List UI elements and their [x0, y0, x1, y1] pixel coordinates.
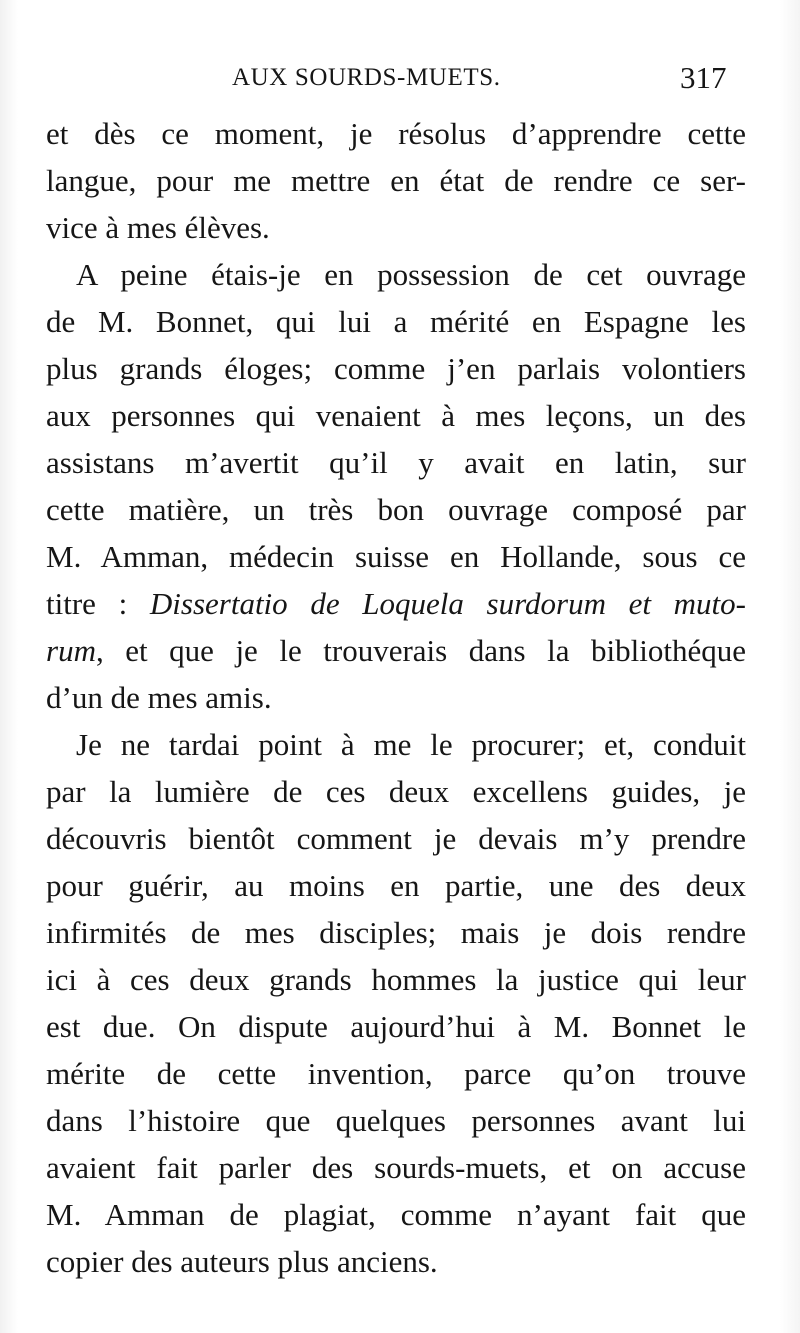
text-line: langue, pour me mettre en état de rendre ce ser-: [46, 163, 746, 198]
text-line: [46, 580, 746, 627]
text-fragment: , et que je le trouverais dans la bibliothéque: [95, 633, 746, 668]
running-title: AUX SOURDS-MUETS.: [232, 64, 501, 91]
text-line: Je ne tardai point à me le procurer; et, conduit: [76, 727, 746, 762]
latin-title: Dissertatio de Loquela surdorum et muto-: [149, 586, 746, 621]
page-number: 317: [680, 60, 727, 95]
running-head: [0, 58, 800, 98]
text-line: plus grands éloges; comme j’en parlais volontiers: [46, 351, 746, 386]
text-line: aux personnes qui venaient à mes leçons, un des: [46, 398, 746, 433]
text-line: vice à mes élèves.: [46, 210, 270, 245]
text-line: ici à ces deux grands hommes la justice qui leur: [46, 962, 746, 997]
text-line: et dès ce moment, je résolus d’apprendre cette: [46, 116, 746, 151]
text-line: découvris bientôt comment je devais m’y prendre: [46, 821, 746, 856]
text-line: de M. Bonnet, qui lui a mérité en Espagne les: [46, 304, 746, 339]
text-line: pour guérir, au moins en partie, une des deux: [46, 868, 746, 903]
text-line: M. Amman, médecin suisse en Hollande, sous ce: [46, 539, 746, 574]
text-line: dans l’histoire que quelques personnes avant lui: [46, 1103, 746, 1138]
text-line: M. Amman de plagiat, comme n’ayant fait que: [46, 1197, 746, 1232]
text-line: par la lumière de ces deux excellens guides, je: [46, 774, 746, 809]
body-text: [46, 110, 746, 1285]
text-line: cette matière, un très bon ouvrage composé par: [46, 492, 746, 527]
text-line: copier des auteurs plus anciens.: [46, 1244, 438, 1279]
text-line: mérite de cette invention, parce qu’on trouve: [46, 1056, 746, 1091]
latin-title-end: rum: [46, 633, 96, 668]
text-line: est due. On dispute aujourd’hui à M. Bonnet le: [46, 1009, 746, 1044]
text-line: A peine étais-je en possession de cet ouvrage: [76, 257, 746, 292]
text-line: [46, 627, 746, 674]
text-line: assistans m’avertit qu’il y avait en latin, sur: [46, 445, 746, 480]
text-line: infirmités de mes disciples; mais je dois rendre: [46, 915, 746, 950]
titre-prefix: titre :: [46, 586, 150, 621]
text-line: d’un de mes amis.: [46, 680, 272, 715]
text-line: avaient fait parler des sourds-muets, et on accuse: [46, 1150, 746, 1185]
